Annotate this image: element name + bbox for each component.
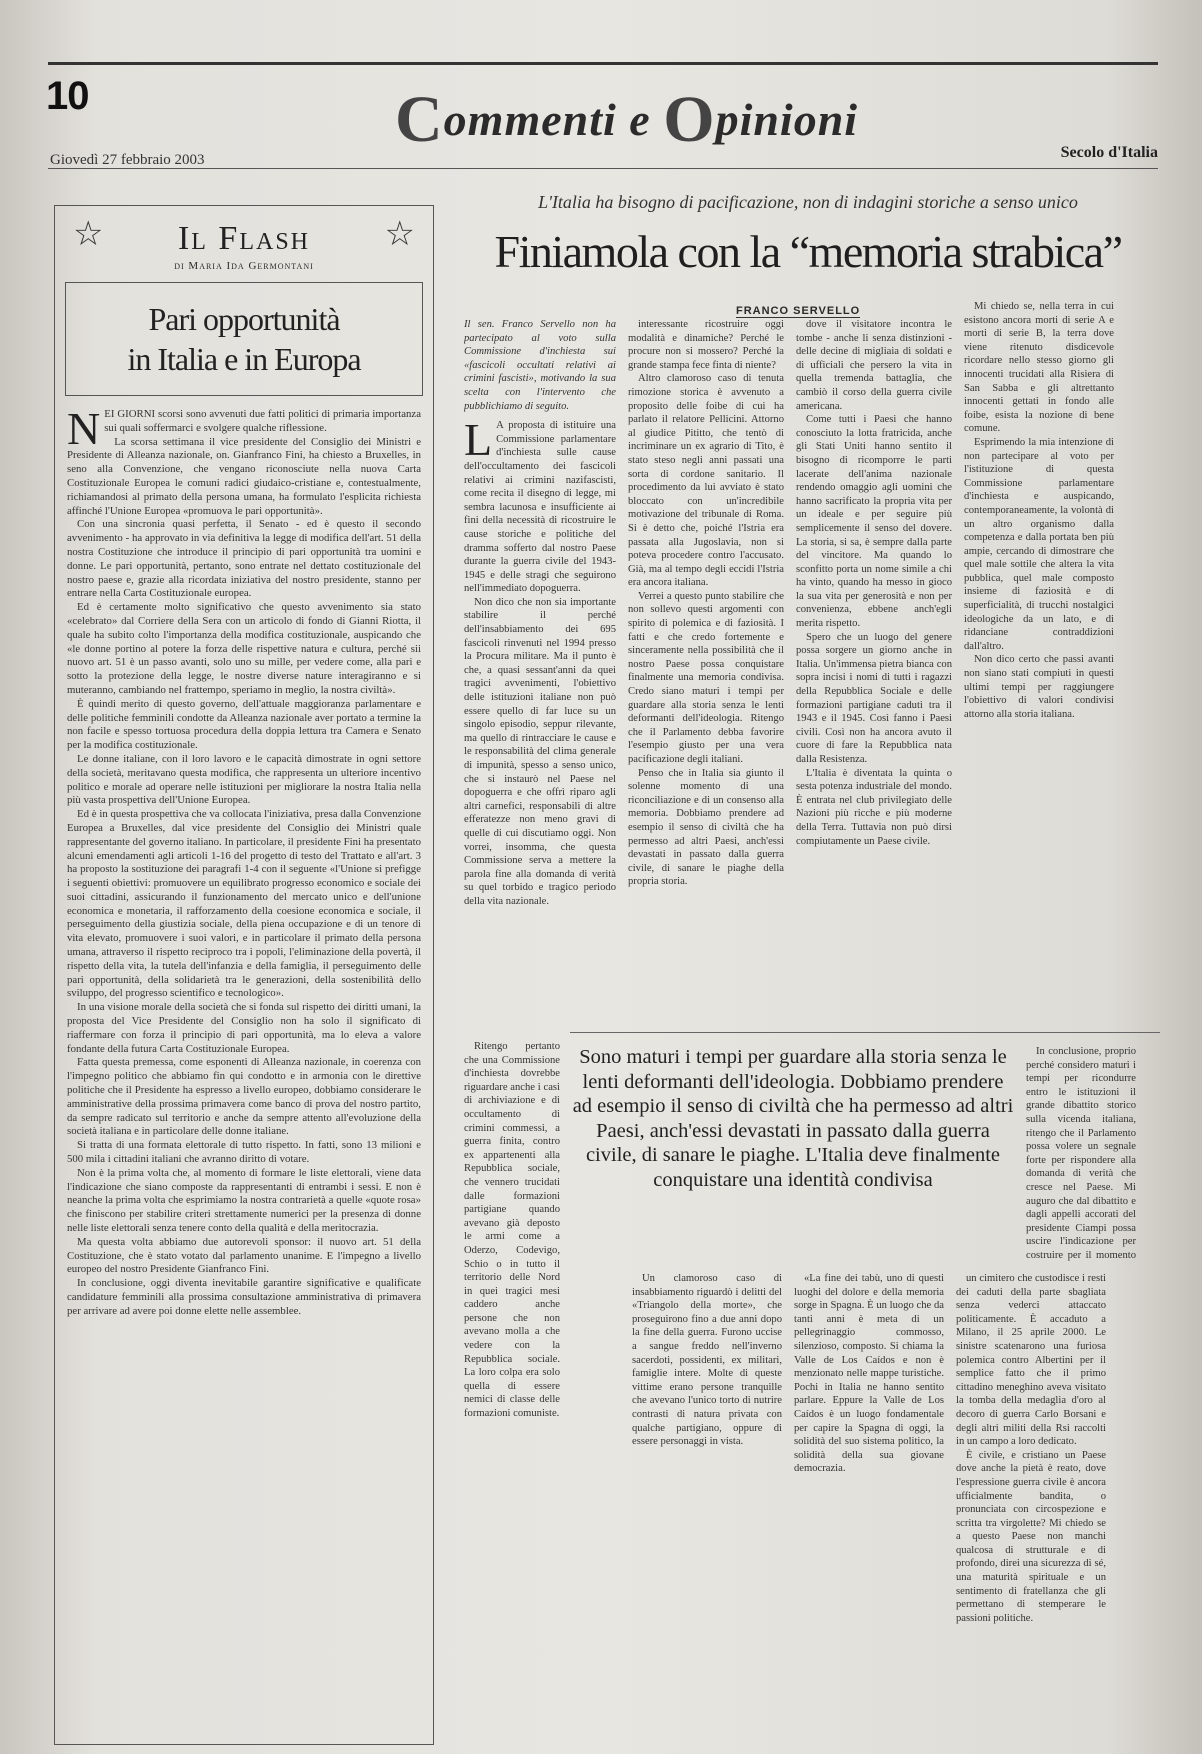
- article-paragraph: Verrei a questo punto stabilire che non sollevo questi argomenti con spirito di polemica e di faziosità. I fatti e che credo fortemente e sinceramente nella possibilità che il nostro Paese possa conquistare finalmente una memoria condivisa. Credo siano maturi i tempi per guardare alla storia senza le lenti deformanti dell'ideologia. Ritengo che il Parlamento debba favorire l'esempio giusto per una vera pacificazione degli italiani.: [628, 590, 784, 765]
- article-byline: FRANCO SERVELLO: [736, 305, 861, 317]
- top-rule: [48, 62, 1158, 65]
- article-column-3: [796, 318, 952, 1030]
- article-paragraph: Altro clamoroso caso di tenuta rimozione storica è avvenuto a proposito delle foibe di cui ha parlato il relatore Pellicini. Attorno al giudice Pititto, che tentò di incriminare un ex agrario di Tito, è stato steso negli anni passati una sorta di cordone sanitario. Il procedimento da lui avviato è stato bloccato con un'incredibile motivazione del tribunale di Roma. Si è detto che, poiché l'Istria era passata alla Jugoslavia, non si poteva procedere contro l'accusato. Già, ma al tempo degli eccidi l'Istria era ancora italiana.: [628, 373, 784, 589]
- flash-paragraph: Fatta questa premessa, come esponenti di Alleanza nazionale, in coerenza con l'impegno politico che abbiamo fin qui condotto e in armonia con le direttive politiche che il Presidente ha espresso a livello europeo, dobbiamo considerare le amministrative della prossima primavera come banco di prova del nostro partito, da sempre radicato sul territorio e anche da sempre attento all'evoluzione della società italiana e in particolare delle donne italiane.: [67, 1056, 421, 1138]
- pull-quote: Sono maturi i tempi per guardare alla storia senza le lenti deformanti dell'ideologia. Dobbiamo prendere ad esempio il senso di civiltà che ha permesso ad altri Paesi, anch'essi devastati in passato dalla guerra civile, di sanare le piaghe. L'Italia deve finalmente conquistare una identità condivisa: [572, 1046, 1014, 1191]
- article-paragraph: «La fine dei tabù, uno di questi luoghi del dolore e della memoria sorge in Spagna. È un luogo che da tanti anni è meta di un pellegrinaggio commosso, silenzioso, composto. Si chiama la Valle de Los Caídos e non è menzionato nelle mappe turistiche. Pochi in Italia ne hanno sentito parlare. Eppure la Valle de Los Caídos è un luogo fondamentale per capire la Spagna di oggi, la solidità del suo sistema politico, la solidità della sua giovane democrazia.: [794, 1273, 944, 1475]
- flash-header: [55, 206, 433, 258]
- section-title-cap-c: C: [395, 83, 444, 156]
- article-paragraph: L'Italia è diventata la quinta o sesta potenza industriale del mondo. È entrata nel club privilegiato delle Nazioni più ricche e più moderne della Terra. Tuttavia non può dirsi compiutamente un Paese civile.: [796, 767, 952, 847]
- il-flash-column: [54, 205, 434, 1745]
- flash-title: Il Flash: [177, 220, 311, 257]
- page-number: 10: [46, 74, 89, 118]
- article-paragraph: Ritengo pertanto che una Commissione d'inchiesta dovrebbe riguardare anche i casi di archiviazione e di occultamento di crimini commessi, a guerra finita, contro ex appartenenti alla Repubblica sociale, che vennero trucidati dalle formazioni partigiane quando avevano già deposto le armi come a Oderzo, Codevigo, Schio o in tutto il territorio delle Nord in quei tragici mesi caddero anche persone che non avevano molla a che vedere con la Repubblica sociale. La loro colpa era solo quella di essere nemici di classe delle formazioni comuniste.: [464, 1041, 560, 1420]
- flash-paragraph: Non è la prima volta che, al momento di formare le liste elettorali, viene data l'indicazione che siano composte da rappresentanti di entrambi i sessi. E non è neanche la prima volta che esprimiamo la nostra contrarietà a quelle «quote rosa» che finiscono per stabilire criteri strettamente numerici per la presenza di donne nelle liste elettorali senza tenere conto della qualità e della meritocrazia.: [67, 1166, 421, 1235]
- flash-paragraph: In una visione morale della società che si fonda sul rispetto dei diritti umani, la proposta del Vice Presidente del Consiglio non ha solo il significato di riaffermare con forza il principio di pari opportunità, ma lo eleva a valore fondante della futura Carta Costituzionale Europea.: [67, 1001, 421, 1055]
- flash-paragraph: È quindi merito di questo governo, dell'attuale maggioranza parlamentare e delle politiche femminili condotte da Alleanza nazionale aver portato a termine la non facile e spesso tortuosa procedura della doppia lettura tra Camera e Senato per la modifica costituzionale.: [67, 697, 421, 752]
- section-title-part1: ommenti e: [443, 94, 664, 145]
- issue-date: Giovedì 27 febbraio 2003: [50, 152, 205, 168]
- article-column-4-lower: [956, 1272, 1106, 1740]
- pullquote-rule-top: [570, 1032, 1160, 1033]
- drop-cap: N: [67, 403, 101, 454]
- flash-paragraph: Ma questa volta abbiamo due autorevoli sponsor: il nuovo art. 51 della Costituzione, che è stato votato dal parlamento unanime. E l'impegno a livello europeo del nostro Presidente Gianfranco Fini.: [67, 1235, 421, 1276]
- article-column-1-lower: [464, 1040, 560, 1740]
- article-intro: Il sen. Franco Servello non ha partecipato al voto sulla Commissione d'inchiesta sui «fascicoli occultati relativi ai crimini fascisti», motivando la sua scelta con l'intervento che pubblichiamo di seguito.: [464, 319, 616, 412]
- article-paragraph: Un clamoroso caso di insabbiamento riguardò i delitti del «Triangolo della morte», che proseguirono fino a due anni dopo la fine della guerra. Furono uccise a sangue freddo nell'inverno sacerdoti, possidenti, ex militari, famiglie intere. Molte di queste vittime erano persone tranquille che avevano l'unico torto di nutrire contrasti di natura privata con qualche partigiano, oppure di essere personaggi in vista.: [632, 1273, 782, 1448]
- flash-paragraph: Con una sincronia quasi perfetta, il Senato - ed è questo il secondo avvenimento - ha approvato in via definitiva la legge di modifica dell'art. 51 della nostra Costituzione che introduce il principio di pari opportunità tra uomini e donne. Le pari opportunità, pertanto, sono entrate nel dettato costituzionale del nostro paese e, grazie alla ricordata iniziativa del nostro presidente, stanno per entrare nella Carta Costituzionale europea.: [67, 518, 421, 600]
- article-paragraph: Non dico che non sia importante stabilire il perché dell'insabbiamento dei 695 fascicoli rinvenuti nel 1994 presso la Procura militare. Ma il punto è che, a quasi sessant'anni da quei tragici avvenimenti, l'obiettivo delle istituzioni italiane non può essere quello di far luce su un singolo episodio, seppur rilevante, ma quello di rintracciare le cause e le responsabilità del clima generale di impunità, spesso a senso unico, che si instaurò nel Paese nel dopoguerra e che offrì riparo agli altri carnefici, responsabili di altre efferatezze non meno gravi di quelle di cui discutiamo oggi. Non vorrei, insomma, che questa Commissione serva a mettere la parola fine alla domanda di verità su quel torbido e tragico periodo della vita nazionale.: [464, 596, 616, 907]
- masthead: Secolo d'Italia: [1060, 144, 1158, 161]
- article-paragraph: dove il visitatore incontra le tombe - anche li senza distinzioni - delle decine di migliaia di soldati e di ufficiali che persero la vita in quella tremenda battaglia, che cambiò il corso della guerra civile americana.: [796, 319, 952, 412]
- star-icon: ☆: [384, 216, 415, 253]
- flash-headline-box: [65, 282, 423, 396]
- article-column-1: [464, 318, 616, 1036]
- header-rule: [48, 168, 1158, 169]
- flash-paragraph: Ed è in questa prospettiva che va collocata l'iniziativa, presa dalla Convenzione Europea a Bruxelles, dal vice presidente del Consiglio dei Ministri quale rappresentante del governo italiano. In particolare, il presidente Fini ha presentato alcuni emendamenti agli articoli 1-16 del progetto di testo del Trattato e all'art. 3 ha proposto la sostituzione dei paragrafi 1-4 con il seguente «l'Unione si prefigge i seguenti obiettivi: promuovere un equilibrato progresso economico e sociale dei suoi cittadini, assicurando il funzionamento del mercato unico e dell'unione economica e monetaria, il rafforzamento della coesione economica e sociale, il perseguimento della giustizia sociale, della piena occupazione e di un tenore di vita elevato, promuovere i suoi valori, e in particolare il primato della persona umana, attraverso il rispetto reciproco tra i popoli, l'eliminazione della povertà, il rispetto della vita, la tutela dell'infanzia e della famiglia, il perseguimento delle pari opportunità, della solidarietà tra le generazioni, della sostenibilità dello sviluppo, del progresso scientifico e tecnologico».: [67, 808, 421, 1000]
- article-column-5-lower: [1026, 1045, 1136, 1265]
- section-title-cap-o: O: [663, 83, 716, 156]
- flash-paragraph-text: EI GIORNI scorsi sono avvenuti due fatti politici di primaria importanza sui quali soffermarci e svolgere qualche riflessione.: [104, 408, 421, 434]
- article-column-2: [628, 318, 784, 1030]
- flash-paragraph: Ed è certamente molto significativo che questo avvenimento sia stato «celebrato» dal Corriere della Sera con un articolo di fondo di Gianni Riotta, il quale ha subito colto l'importanza della modifica costituzionale, auspicando che «le donne portino al potere la forza delle rispettive natura e cultura, perché sii nuovo art. 51 è un passo avanti, solo uno su mille, per vedere come, alla pari e sotto la protezione della legge, le nostre diverse nature interagiranno e si muteranno, cambiando nel frattempo, speriamo in meglio, la nostra civiltà».: [67, 601, 421, 696]
- article-paragraph: Non dico certo che passi avanti non siano stati compiuti in questi ultimi tempi per raggiungere l'obiettivo di valori condivisi attorno alla storia italiana.: [964, 654, 1114, 720]
- section-title-part2: pinioni: [715, 94, 859, 145]
- article-paragraph-text: A proposta di istituire una Commissione parlamentare d'inchiesta sulle cause dell'occultamento dei fascicoli relativi ai crimini nazifascisti, come recita il disegno di legge, mi sembra lacunosa e insufficiente ai fini della necessità di ricostruire le cause storiche e politiche del dramma sofferto dal nostro Paese durante la guerra civile del 1943-1945 e delle stragi che seguirono nell'immediato dopoguerra.: [464, 420, 616, 595]
- article-paragraph: Come tutti i Paesi che hanno conosciuto la lotta fratricida, anche gli Stati Uniti hanno sentito il bisogno di ricomporre le parti lacerate dell'anima nazionale rendendo omaggio agli uomini che hanno sacrificato la propria vita per un ideale e per seguire più semplicemente il senso del dovere. La storia, si sa, è sempre dalla parte del vincitore. Ma quando lo sconfitto porta un nome simile a chi ha vinto, quando ha messo in gioco la sua vita per generosità e non per convenienza, ebbene anch'egli merita rispetto.: [796, 414, 952, 630]
- flash-paragraph: In conclusione, oggi diventa inevitabile garantire significative e qualificate candidature femminili alla prossima consultazione amministrativa di primavera per arrivare ad avere poi donne elette nelle assemblee.: [67, 1277, 421, 1317]
- flash-body: [55, 403, 433, 1319]
- article-column-2-lower: [632, 1272, 782, 1740]
- section-title: [395, 82, 858, 158]
- flash-headline-line1: Pari opportunità: [148, 301, 340, 337]
- star-icon: ☆: [73, 216, 104, 253]
- flash-paragraph: [67, 403, 421, 454]
- flash-paragraph: La scorsa settimana il vice presidente del Consiglio dei Ministri e Presidente di Alleanza nazionale, on. Gianfranco Fini, ha chiesto a Bruxelles, in seno alla Convenzione, che vengano riconosciute nella nuova Carta Costituzionale Europea le comuni radici giudaico-cristiane e, contestualmente, richiamandosi al primato della persona umana, ha formulato l'esplicita richiesta affinché l'Unione Europea «promuova le pari opportunità».: [67, 435, 421, 517]
- article-column-3-lower: [794, 1272, 944, 1740]
- article-paragraph: un cimitero che custodisce i resti dei caduti della parte sbagliata senza vederci attaccato politicamente. È accaduto a Milano, il 25 aprile 2000. Le sinistre scatenarono una furiosa polemica contro Albertini per il semplice fatto che il primo cittadino meneghino aveva visitato la tomba della medaglia d'oro al decoro di guerra Carlo Borsani e degli altri militi della Rsi raccolti in un campo a loro dedicato.: [956, 1273, 1106, 1448]
- flash-author: di Maria Ida Germontani: [174, 260, 314, 272]
- article-paragraph: Penso che in Italia sia giunto il solenne momento di una riconciliazione e di un consenso alla memoria. Dobbiamo prendere ad esempio il senso di civiltà che ha permesso ad altri Paesi, anch'essi devastati in passato dalla guerra civile, di sanare le piaghe della propria storia.: [628, 767, 784, 888]
- article-headline: Finiamola con la “memoria strabica”: [494, 226, 1122, 277]
- article-paragraph: È civile, e cristiano un Paese dove anche la pietà è reato, dove l'espressione guerra civile è ancora ufficialmente bandita, o pronunciata con circospezione e scritta tra virgolette? Mi chiedo se a questo Paese non manchi qualcosa di strutturale e di profondo, direi una sicurezza di sé, una maturità spirituale e un sentimento di fratellanza che gli permettano di stemperare le passioni politiche.: [956, 1449, 1106, 1624]
- drop-cap: L: [464, 414, 493, 466]
- article-paragraph: Spero che un luogo del genere possa sorgere un giorno anche in Italia. Un'immensa pietra bianca con sopra incisi i nomi di tutti i ragazzi della Repubblica Sociale e delle formazioni partigiane caduti tra il 1943 e il 1945. Così fanno i Paesi civili. Così non ha ancora avuto il cuore di fare la Repubblica nata dalla Resistenza.: [796, 631, 952, 765]
- article-paragraph: In conclusione, proprio perché considero maturi i tempi per ricondurre entro le istituzioni il grande dibattito storico sulla vicenda italiana, ritengo che il Parlamento possa volere un segnale forte per rispondere alla domanda di verità che cresce nel Paese. Mi auguro che dal dibattito e dagli appelli accorati del presidente Ciampi possa uscire l'indicazione per costruire per il momento: [1026, 1046, 1136, 1261]
- article-kicker: L'Italia ha bisogno di pacificazione, non di indagini storiche a senso unico: [538, 192, 1078, 212]
- article-column-4: [964, 300, 1114, 1030]
- flash-paragraph: Le donne italiane, con il loro lavoro e le capacità dimostrate in ogni settore della società, meritavano questa modifica, che rappresenta un ulteriore incentivo politico e morale ad operare nelle istituzioni per migliorare la nostra Italia nella più vasta prospettiva dell'Unione Europea.: [67, 752, 421, 807]
- article-paragraph: interessante ricostruire oggi modalità e dinamiche? Perché le procure non si mossero? Perché la grande stampa fece finta di niente?: [628, 319, 784, 371]
- flash-headline-line2: in Italia e in Europa: [127, 341, 361, 377]
- article-paragraph: [464, 414, 616, 596]
- flash-paragraph: Si tratta di una formata elettorale di tutto rispetto. In fatti, sono 13 milioni e 500 mila i cittadini italiani che avranno diritto di votare.: [67, 1139, 421, 1166]
- article-paragraph: Esprimendo la mia intenzione di non partecipare al voto per l'istituzione di questa Commissione parlamentare d'inchiesta e auspicando, contemporaneamente, la volontà di un altro organismo dalla competenza e dalla portata ben più ampie, cercando di dimostrare che quel male sottile che altera la vita pubblica, quel male composto insieme di faziosità e di superficialità, di trucchi nostalgici ideologiche da un lato, e di ridanciane contraddizioni dall'altro.: [964, 436, 1114, 652]
- article-paragraph: Mi chiedo se, nella terra in cui esistono ancora morti di serie A e morti di serie B, la terra dove viene ritenuto disdicevole ricordare nello stesso giorno gli innocenti trucidati alla Risiera di San Sabba e gli altrettanto innocenti gettati in fondo alle foibe, esista la nozione di bene comune.: [964, 301, 1114, 435]
